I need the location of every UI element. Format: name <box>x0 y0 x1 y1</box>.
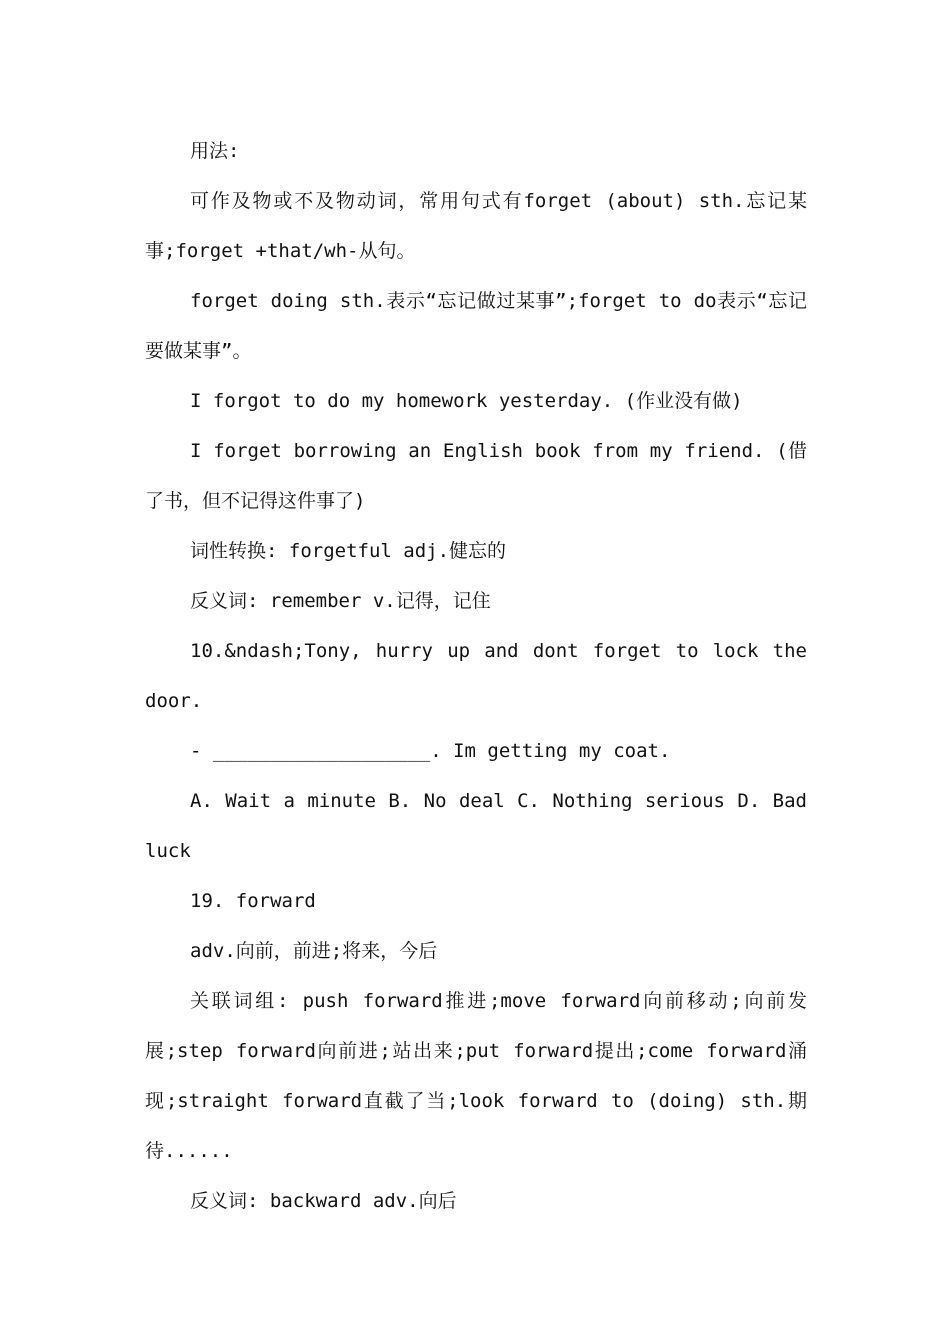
antonym-forward: 反义词: backward adv.向后 <box>190 1190 457 1212</box>
entry-19-heading: 19. forward <box>190 890 316 912</box>
forget-doing-vs-to-do-paragraph: forget doing sth.表示“忘记做过某事”;forget to do表示“忘记要做某事”。 <box>145 290 807 362</box>
forward-related-phrases: 关联词组: push forward推进;move forward向前移动;向前发展;step forward向前进;站出来;put forward提出;come forward涌现;straight forward直截了当;look forward to (doing) sth.期待...... <box>145 990 807 1162</box>
forget-usage-paragraph: 可作及物或不及物动词，常用句式有forget (about) sth.忘记某事;forget +that/wh-从句。 <box>145 190 807 262</box>
question-10-blank: - ___________________. Im getting my coat. <box>190 740 671 762</box>
example-sentence-1: I forgot to do my homework yesterday. (作业没有做) <box>190 390 743 412</box>
part-of-speech-conversion: 词性转换: forgetful adj.健忘的 <box>190 540 507 562</box>
forward-definition: adv.向前，前进;将来，今后 <box>190 940 438 962</box>
usage-heading: 用法: <box>190 140 240 162</box>
question-10-prompt: 10.&ndash;Tony, hurry up and dont forget to lock the door. <box>145 640 807 712</box>
question-10-options: A. Wait a minute B. No deal C. Nothing serious D. Bad luck <box>145 790 807 862</box>
example-sentence-2: I forget borrowing an English book from my friend. (借了书，但不记得这件事了) <box>145 440 807 512</box>
antonym-forget: 反义词: remember v.记得，记住 <box>190 590 491 612</box>
